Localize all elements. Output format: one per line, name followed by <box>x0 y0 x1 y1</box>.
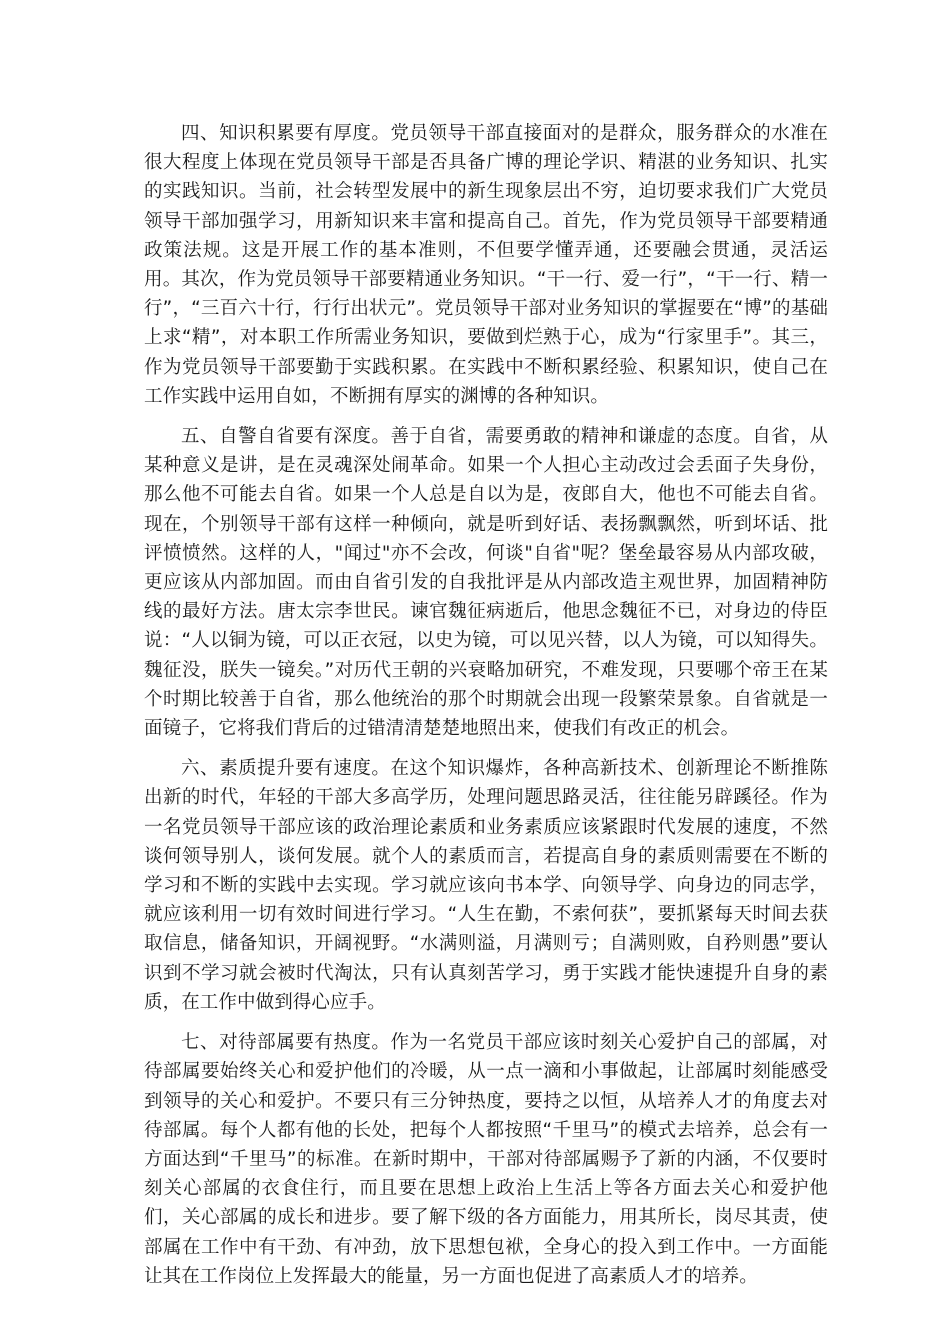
paragraph-quality-improvement: 六、素质提升要有速度。在这个知识爆炸，各种高新技术、创新理论不断推陈出新的时代，年轻的干部大多高学历，处理问题思路灵活，往往能另辟蹊径。作为一名党员领导干部应该的政治理论素质和业务素质应该紧跟时代发展的速度，不然谈何领导别人，谈何发展。就个人的素质而言，若提高自身的素质则需要在不断的学习和不断的实践中去实现。学习就应该向书本学、向领导学、向身边的同志学，就应该利用一切有效时间进行学习。“人生在勤，不索何获”，要抓紧每天时间去获取信息，储备知识，开阔视野。“水满则溢，月满则亏；自满则败，自矜则愚”要认识到不学习就会被时代淘汰，只有认真刻苦学习，勇于实践才能快速提升自身的素质，在工作中做到得心应手。 <box>144 758 828 1013</box>
paragraph-knowledge-accumulation: 四、知识积累要有厚度。党员领导干部直接面对的是群众，服务群众的水准在很大程度上体现在党员领导干部是否具备广博的理论学识、精湛的业务知识、扎实的实践知识。当前，社会转型发展中的新生现象层出不穷，迫切要求我们广大党员领导干部加强学习，用新知识来丰富和提高自己。首先，作为党员领导干部要精通政策法规。这是开展工作的基本准则，不但要学懂弄通，还要融会贯通，灵活运用。其次，作为党员领导干部要精通业务知识。“干一行、爱一行”，“干一行、精一行”，“三百六十行，行行出状元”。党员领导干部对业务知识的掌握要在“博”的基础上求“精”，对本职工作所需业务知识，要做到烂熟于心，成为“行家里手”。其三，作为党员领导干部要勤于实践积累。在实践中不断积累经验、积累知识，使自己在工作实践中运用自如，不断拥有厚实的渊博的各种知识。 <box>144 123 828 407</box>
paragraph-treating-subordinates: 七、对待部属要有热度。作为一名党员干部应该时刻关心爱护自己的部属，对待部属要始终关心和爱护他们的冷暖，从一点一滴和小事做起，让部属时刻能感受到领导的关心和爱护。不要只有三分钟热度，要持之以恒，从培养人才的角度去对待部属。每个人都有他的长处，把每个人都按照“千里马”的模式去培养，总会有一方面达到“千里马”的标准。在新时期中，干部对待部属赐予了新的内涵，不仅要时刻关心部属的衣食住行，而且要在思想上政治上生活上等各方面去关心和爱护他们，关心部属的成长和进步。要了解下级的各方面能力，用其所长，岗尽其责，使部属在工作中有干劲、有冲劲，放下思想包袱，全身心的投入到工作中。一方面能让其在工作岗位上发挥最大的能量，另一方面也促进了高素质人才的培养。 <box>144 1032 828 1287</box>
document-body <box>144 119 828 1302</box>
paragraph-self-reflection: 五、自警自省要有深度。善于自省，需要勇敢的精神和谦虚的态度。自省，从某种意义是讲，是在灵魂深处闹革命。如果一个人担心主动改过会丢面子失身份，那么他不可能去自省。如果一个人总是自以为是，夜郎自大，他也不可能去自省。现在，个别领导干部有这样一种倾向，就是听到好话、表扬飘飘然，听到坏话、批评愤愤然。这样的人，"闻过"亦不会改，何谈"自省"呢？堡垒最容易从内部攻破，更应该从内部加固。而由自省引发的自我批评是从内部改造主观世界，加固精神防线的最好方法。唐太宗李世民。谏官魏征病逝后，他思念魏征不已，对身边的侍臣说：“人以铜为镜，可以正衣冠，以史为镜，可以见兴替，以人为镜，可以知得失。魏征没，朕失一镜矣。”对历代王朝的兴衰略加研究，不难发现，只要哪个帝王在某个时期比较善于自省，那么他统治的那个时期就会出现一段繁荣景象。自省就是一面镜子，它将我们背后的过错清清楚楚地照出来，使我们有改正的机会。 <box>144 426 828 740</box>
